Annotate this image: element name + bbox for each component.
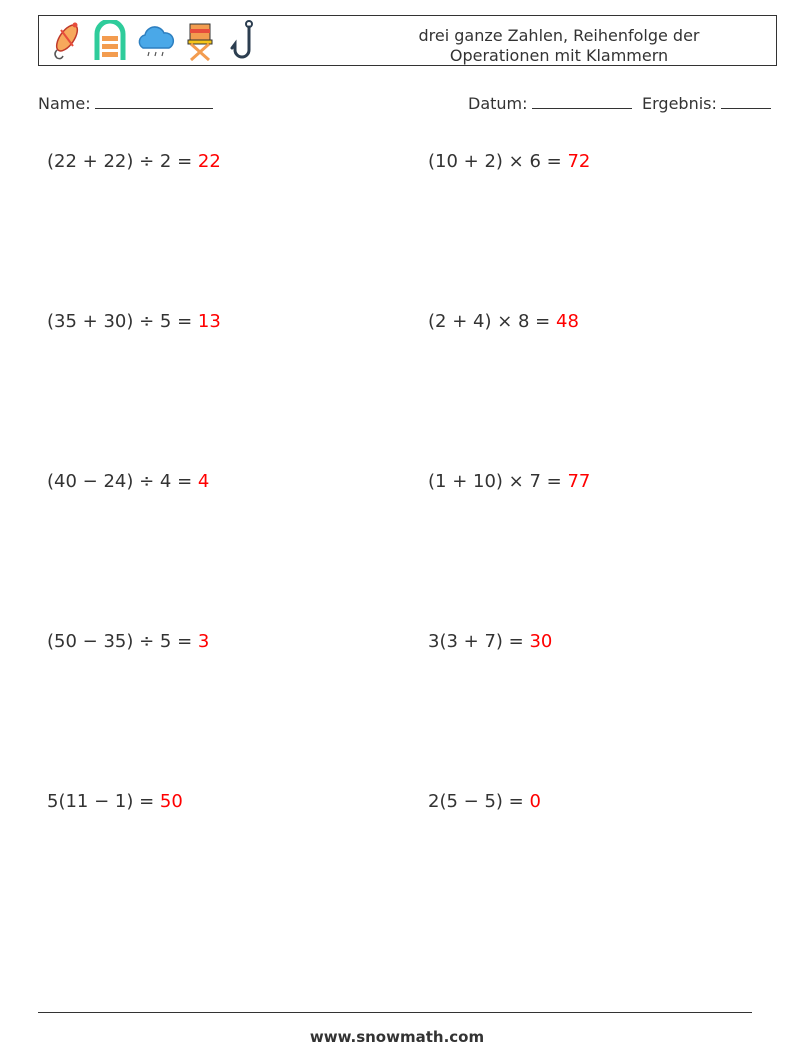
problem-3 [47,310,221,334]
name-field[interactable] [38,93,213,115]
camping-chair-icon [183,20,217,62]
problem-4 [428,310,579,334]
problem-answer: 4 [197,471,210,492]
footer-divider [38,1012,752,1013]
rain-cloud-icon [135,20,177,62]
problem-answer: 0 [529,791,541,812]
inflatable-boat-icon [93,20,127,62]
problem-expression: 5(11 − 1) = [47,791,155,812]
fishing-lure-icon [47,20,83,62]
problem-answer: 72 [567,151,591,172]
problem-expression: (1 + 10) × 7 = [428,471,562,492]
worksheet-title [389,26,729,66]
problem-7 [47,630,209,654]
problem-expression: (50 − 35) ÷ 5 = [47,631,193,652]
problem-answer: 3 [197,631,210,652]
problem-answer: 48 [556,311,579,332]
problem-2 [428,150,590,174]
result-field[interactable] [642,93,771,115]
date-field[interactable] [468,93,632,115]
problem-expression: (10 + 2) × 6 = [428,151,562,172]
date-blank[interactable] [532,93,632,109]
fishing-hook-icon [229,20,263,62]
problem-8 [428,630,552,654]
problem-expression: (2 + 4) × 8 = [428,311,551,332]
result-blank[interactable] [721,93,771,109]
worksheet-header [38,15,777,66]
date-label: Datum: [468,94,528,113]
problem-expression: (22 + 22) ÷ 2 = [47,151,193,172]
name-blank[interactable] [95,93,213,109]
problem-5 [47,470,209,494]
problem-9 [47,790,183,814]
problem-expression: 2(5 − 5) = [428,791,524,812]
problem-expression: 3(3 + 7) = [428,631,524,652]
problem-1 [47,150,221,174]
problem-10 [428,790,541,814]
title-line-1: drei ganze Zahlen, Reihenfolge der [418,26,700,45]
problem-answer: 50 [159,791,183,812]
name-label: Name: [38,94,91,113]
problem-answer: 30 [529,631,553,652]
problem-expression: (40 − 24) ÷ 4 = [47,471,193,492]
title-line-2: Operationen mit Klammern [449,46,669,65]
problem-expression: (35 + 30) ÷ 5 = [47,311,193,332]
problem-answer: 22 [197,151,221,172]
problem-answer: 77 [567,471,591,492]
problem-6 [428,470,590,494]
result-label: Ergebnis: [642,94,717,113]
problem-answer: 13 [197,311,221,332]
footer-url[interactable]: www.snowmath.com [309,1028,485,1046]
